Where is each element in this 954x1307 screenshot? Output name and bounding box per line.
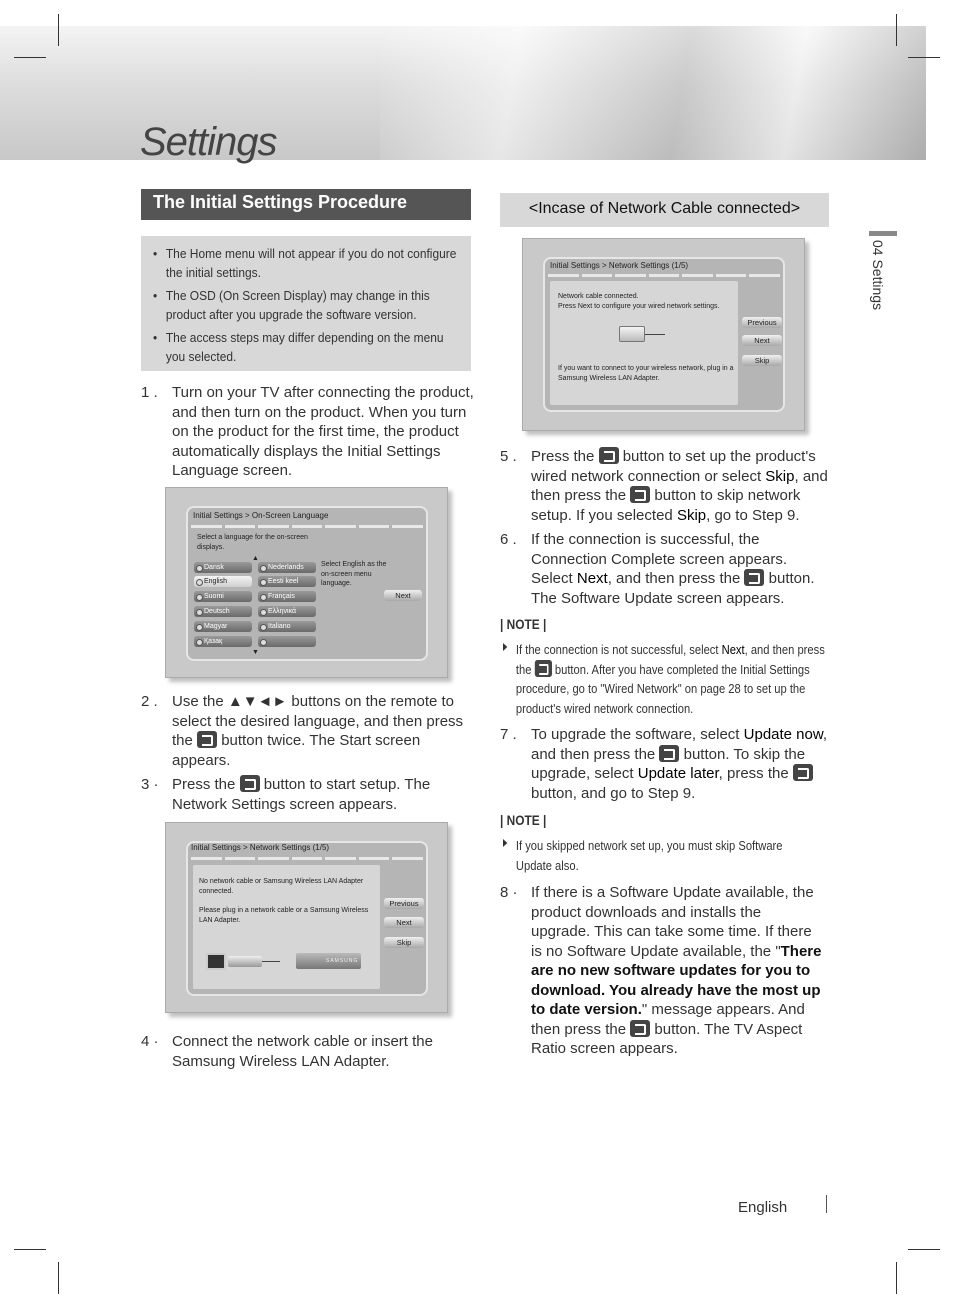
step-text-part: " message appears. And then press the	[531, 1001, 805, 1038]
enter-icon	[630, 1020, 650, 1037]
step-4	[141, 1032, 476, 1077]
configure-message: Press Next to configure your wired network settings.	[558, 303, 720, 310]
language-hint: Select English as the on-screen menu language.	[321, 561, 387, 587]
no-update-message: There are no new software updates for you to download. You already have the most up to date version.	[531, 942, 822, 1018]
next-button[interactable]: Next	[384, 917, 424, 928]
cable-line	[262, 961, 280, 962]
note-item: • The access steps may differ depending on the menu you selected.	[153, 328, 466, 366]
note-text-part: If the connection is not successful, select	[515, 642, 719, 657]
update-now-keyword: Update now	[743, 726, 823, 743]
language-screen	[165, 487, 448, 678]
cable-line	[645, 334, 665, 335]
next-keyword: Next	[721, 642, 745, 657]
step-text-part: button to set up the product's wired network connection or select	[531, 448, 816, 485]
crop-mark	[896, 14, 897, 46]
skip-keyword: Skip	[676, 506, 707, 524]
bullet-arrow-icon	[503, 839, 507, 847]
bullet-arrow-icon	[503, 643, 507, 651]
step-text-part: button to skip network setup. If you selected	[531, 487, 801, 524]
step-text-part: To upgrade the software, select	[531, 726, 740, 743]
crop-mark	[908, 1249, 940, 1250]
skip-button[interactable]: Skip	[742, 355, 782, 366]
next-button[interactable]: Next	[384, 590, 422, 601]
screen-title: Initial Settings > Network Settings (1/5)	[550, 261, 689, 270]
step-text	[531, 447, 831, 525]
step-number: 3 ·	[141, 776, 159, 793]
step-2	[141, 692, 476, 772]
crop-mark	[896, 1262, 897, 1294]
step-6	[500, 530, 835, 610]
language-option[interactable]: Ελληνικά	[258, 606, 316, 617]
enter-icon	[240, 775, 260, 792]
screen-title: Initial Settings > On-Screen Language	[193, 511, 329, 520]
language-option[interactable]: Italiano	[258, 621, 316, 632]
step-5	[500, 447, 835, 527]
screen-title: Initial Settings > Network Settings (1/5)	[191, 843, 330, 852]
enter-icon	[197, 731, 217, 748]
step-number: 6 .	[500, 531, 517, 548]
step-text-part: If there is a Software Update available, the product downloads and installs the upgrade. This can take some time. If there is no Software Update available, the "	[531, 884, 814, 960]
note-text-part: button. After you have completed the Initial Settings procedure, go to "Wired Network" on page 28 to set up the product's wired network connection.	[515, 661, 810, 716]
enter-icon	[744, 569, 764, 586]
enter-icon	[535, 660, 552, 677]
language-option[interactable]: Deutsch	[194, 606, 252, 617]
crop-mark	[908, 57, 940, 58]
language-option[interactable]: Nederlands	[258, 562, 316, 573]
step-8	[500, 883, 835, 1063]
step-number: 8 ·	[500, 884, 518, 901]
step-text-part: button to start setup. The Network Settings screen appears.	[172, 776, 431, 813]
wireless-message: If you want to connect to your wireless network, plug in a Samsung Wireless LAN Adapter.	[558, 365, 734, 382]
previous-button[interactable]: Previous	[742, 317, 782, 328]
note-label: | NOTE |	[500, 812, 547, 828]
note-2-text: If you skipped network set up, you must skip Software Update also.	[515, 838, 783, 873]
note-1-text	[503, 640, 834, 718]
step-text: Turn on your TV after connecting the product, and then turn on the product. When you turn on the product for the first time, the product automatically displays the Initial Settings Language screen.	[172, 384, 474, 479]
update-later-keyword: Update later	[637, 765, 719, 782]
crop-mark	[14, 57, 46, 58]
samsung-logo: SAMSUNG	[326, 958, 359, 964]
step-text-part: , go to Step 9.	[706, 506, 800, 524]
language-option[interactable]: English	[194, 576, 252, 587]
step-text-part: button. The TV Aspect Ratio screen appears.	[531, 1020, 803, 1057]
step-text	[172, 692, 472, 770]
note-label: | NOTE |	[500, 616, 547, 632]
step-text-part: , and then press the	[531, 467, 828, 504]
step-text	[172, 775, 472, 814]
step-text	[531, 530, 831, 608]
ethernet-port-icon	[206, 953, 226, 970]
step-number: 1 .	[141, 384, 158, 401]
network-settings-screen-no-cable	[165, 822, 448, 1013]
language-prompt: Select a language for the on-screen displays.	[197, 534, 308, 551]
note-2	[503, 836, 808, 875]
step-text-part: , and then press the	[531, 726, 828, 763]
step-1	[141, 383, 476, 483]
header-banner	[0, 26, 926, 160]
language-option[interactable]: Français	[258, 591, 316, 602]
note-item: • The OSD (On Screen Display) may change in this product after you upgrade the software version.	[153, 286, 466, 324]
cable-connected-heading: <Incase of Network Cable connected>	[500, 193, 829, 227]
step-text	[531, 883, 823, 1059]
step-7	[500, 725, 835, 805]
enter-icon	[793, 764, 813, 781]
chapter-label: 04 Settings	[870, 240, 886, 311]
step-text-part: button. The Software Update screen appears.	[531, 570, 815, 607]
note-text-part: , and then press the	[515, 642, 825, 677]
step-text-part: , and then press the	[607, 570, 741, 587]
language-option[interactable]: Қазақ	[194, 636, 252, 647]
language-option[interactable]: Suomi	[194, 591, 252, 602]
step-text-part: If the connection is successful, the Connection Complete screen appears. Select	[531, 531, 787, 587]
crop-mark	[58, 14, 59, 46]
step-text-part: Use the ▲▼◄► buttons on the remote to select the desired language, and then press the	[172, 693, 464, 749]
step-text-part: , press the	[718, 765, 789, 782]
skip-keyword: Skip	[765, 467, 795, 485]
step-number: 5 .	[500, 448, 517, 465]
language-option[interactable]: Magyar	[194, 621, 252, 632]
footer-language: English	[738, 1199, 788, 1216]
enter-icon	[659, 745, 679, 762]
step-text: Connect the network cable or insert the Samsung Wireless LAN Adapter.	[172, 1033, 433, 1070]
enter-icon	[599, 447, 619, 464]
step-text-part: Press the	[531, 448, 595, 465]
language-option[interactable]	[258, 636, 316, 647]
previous-button[interactable]: Previous	[384, 898, 424, 909]
step-number: 4 ·	[141, 1033, 159, 1050]
skip-button[interactable]: Skip	[384, 937, 424, 948]
next-keyword: Next	[576, 570, 608, 587]
crop-mark	[58, 1262, 59, 1294]
chapter-tab-marker	[869, 231, 897, 236]
plug-in-message: Please plug in a network cable or a Samsung Wireless LAN Adapter.	[199, 907, 369, 924]
next-button[interactable]: Next	[742, 335, 782, 346]
banner-shine	[380, 26, 926, 160]
note-1	[503, 640, 834, 718]
no-cable-message: No network cable or Samsung Wireless LAN Adapter connected.	[199, 878, 364, 895]
crop-mark	[14, 1249, 46, 1250]
progress-tabs	[548, 274, 780, 277]
progress-tabs	[191, 857, 423, 860]
step-3	[141, 775, 476, 820]
step-number: 7 .	[500, 726, 517, 743]
progress-tabs	[191, 525, 423, 528]
step-text-part: button twice. The Start screen appears.	[172, 732, 421, 769]
step-text-part: Press the	[172, 776, 236, 793]
cable-plug-icon	[228, 956, 262, 967]
section-heading: The Initial Settings Procedure	[141, 189, 471, 220]
footer-divider	[826, 1195, 827, 1213]
step-text-part: button. To skip the upgrade, select	[531, 745, 806, 782]
enter-icon	[630, 486, 650, 503]
step-text	[531, 725, 831, 803]
network-settings-screen-cable	[522, 238, 805, 431]
page-title: Settings	[140, 120, 277, 164]
step-text-part: button, and go to Step 9.	[531, 784, 696, 802]
notes-box	[141, 236, 471, 371]
note-item: • The Home menu will not appear if you do not configure the initial settings.	[153, 244, 466, 282]
language-option[interactable]: Dansk	[194, 562, 252, 573]
arrow-down-icon: ▼	[252, 649, 259, 656]
cable-plug-icon	[619, 326, 645, 342]
language-option[interactable]: Eesti keel	[258, 576, 316, 587]
cable-connected-message: Network cable connected.	[558, 293, 639, 300]
arrow-up-icon: ▲	[252, 555, 259, 562]
step-number: 2 .	[141, 693, 158, 710]
